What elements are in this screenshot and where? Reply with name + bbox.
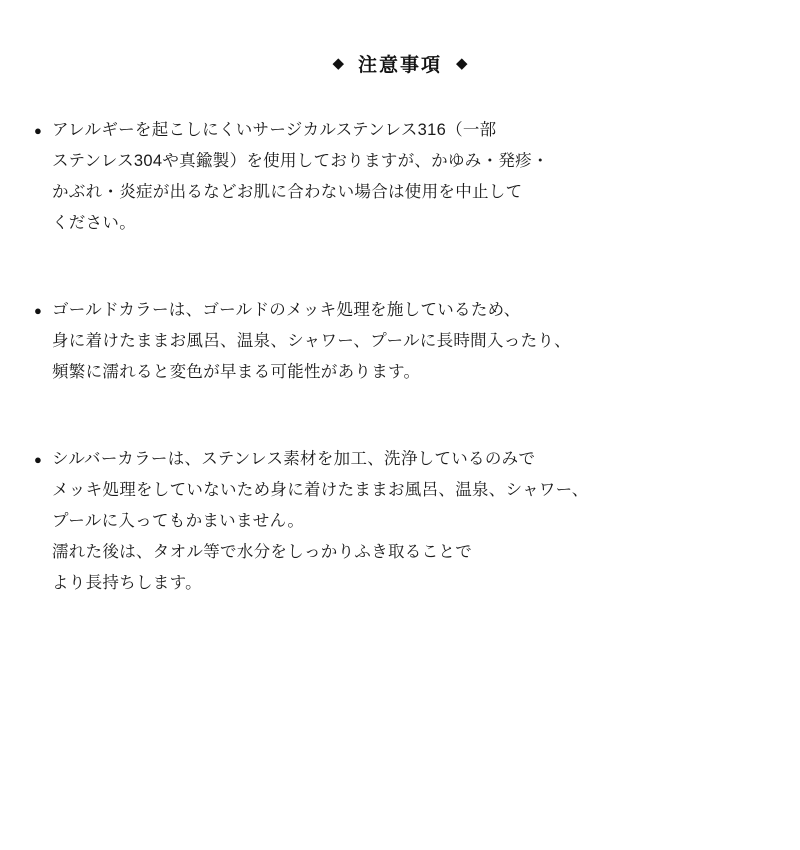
notice-page [0, 50, 800, 850]
diamond-left-icon: ◆ [332, 55, 344, 72]
note-line: 頻繁に濡れると変色が早まる可能性があります。 [52, 363, 421, 381]
note-line: 身に着けたままお風呂、温泉、シャワー、プールに長時間入ったり、 [52, 332, 571, 350]
note-line: かぶれ・炎症が出るなどお肌に合わない場合は使用を中止して [52, 183, 523, 201]
notice-list [0, 115, 800, 599]
note-body [52, 115, 760, 239]
note-line: ステンレス304や真鍮製）を使用しておりますが、かゆみ・発疹・ [52, 152, 549, 170]
bullet-icon: ● [34, 123, 42, 138]
page-title-text: 注意事項 [357, 55, 442, 76]
note-body [52, 295, 760, 388]
note-line: より長持ちします。 [52, 574, 202, 592]
note-line: プールに入ってもかまいません。 [52, 512, 305, 530]
page-title [0, 50, 800, 77]
note-line: 濡れた後は、タオル等で水分をしっかりふき取ることで [52, 543, 472, 561]
bullet-icon: ● [34, 452, 42, 467]
list-item [30, 444, 760, 599]
note-line: ください。 [52, 214, 136, 232]
note-line: シルバーカラーは、ステンレス素材を加工、洗浄しているのみで [52, 450, 536, 468]
list-item [30, 115, 760, 239]
note-line: アレルギーを起こしにくいサージカルステンレス316（一部 [52, 121, 497, 139]
note-body [52, 444, 760, 599]
diamond-right-icon: ◆ [456, 55, 468, 72]
bullet-icon: ● [34, 303, 42, 318]
list-item [30, 295, 760, 388]
note-line: ゴールドカラーは、ゴールドのメッキ処理を施しているため、 [52, 301, 521, 319]
note-line: メッキ処理をしていないため身に着けたままお風呂、温泉、シャワー、 [52, 481, 589, 499]
